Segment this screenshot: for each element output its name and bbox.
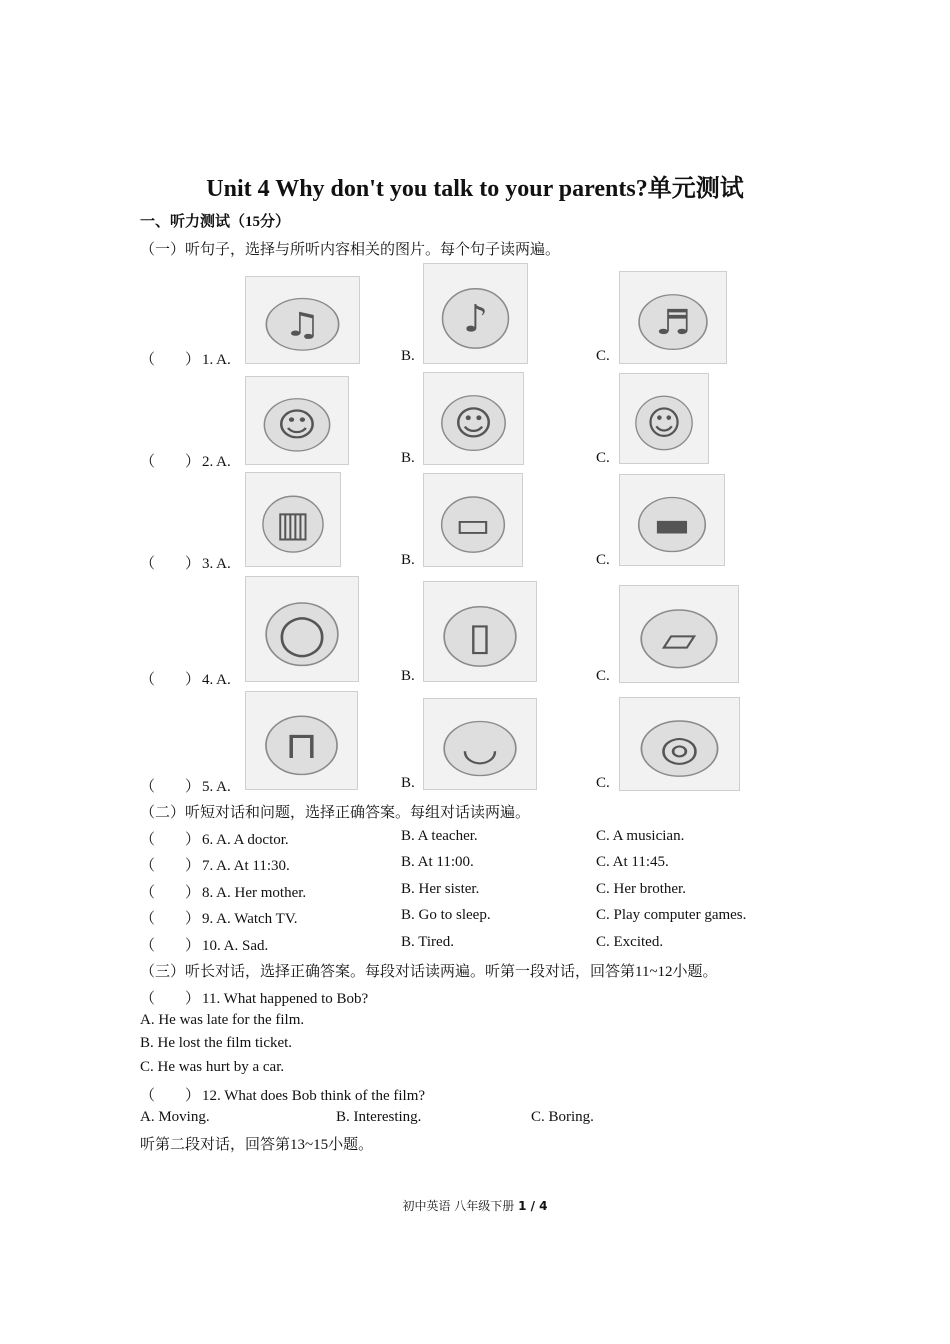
bookcase-icon [245, 472, 341, 567]
wallet-icon [619, 585, 739, 683]
option-c-label: C. [596, 552, 610, 568]
svg-text:◡: ◡ [461, 729, 499, 770]
question-12-text: 12. What does Bob think of the film? [202, 1088, 426, 1104]
piano-player-icon [423, 263, 528, 364]
question-11 [140, 987, 368, 1008]
answer-blank[interactable]: （ ） [140, 1088, 201, 1104]
picture-question-2 [140, 450, 231, 471]
option-c-label: C. [596, 668, 610, 684]
option-b: B. Go to sleep. [401, 907, 491, 923]
ring-icon [245, 576, 359, 682]
option-c: C. At 11:45. [596, 854, 669, 870]
section-heading: 一、听力测试（15分） [140, 214, 291, 230]
answer-blank[interactable]: （ ） [140, 885, 201, 901]
option-b: B. A teacher. [401, 828, 478, 844]
svg-text:▬: ▬ [653, 504, 691, 545]
q11-option-a: A. He was late for the film. [140, 1012, 305, 1028]
option-c: C. Her brother. [596, 881, 686, 897]
answer-blank[interactable]: （ ） [140, 556, 201, 572]
q11-option-c: C. He was hurt by a car. [140, 1059, 285, 1075]
option-b-label: B. [401, 450, 415, 466]
question-11-text: 11. What happened to Bob? [202, 991, 369, 1007]
option-a: 8. A. Her mother. [202, 885, 307, 901]
answer-blank[interactable]: （ ） [140, 454, 201, 470]
svg-text:⊓: ⊓ [285, 724, 318, 768]
page-title: Unit 4 Why don't you talk to your parents?单元测试 [206, 176, 744, 202]
svg-text:♫: ♫ [283, 305, 322, 344]
answer-blank[interactable]: （ ） [140, 858, 201, 874]
picture-question-3 [140, 552, 231, 573]
trumpet-player-icon [619, 271, 727, 364]
boy-at-desk-icon [423, 372, 524, 465]
svg-text:◎: ◎ [659, 727, 700, 770]
q12-option-c: C. Boring. [531, 1109, 594, 1125]
option-a: 7. A. At 11:30. [202, 858, 290, 874]
option-b-label: B. [401, 775, 415, 791]
option-c-label: C. [596, 775, 610, 791]
question-10 [140, 934, 268, 955]
part2-instruction: （二）听短对话和问题，选择正确答案。每组对话读两遍。 [140, 805, 531, 821]
answer-blank[interactable]: （ ） [140, 911, 201, 927]
option-c-label: C. [596, 348, 610, 364]
question-number: 3. A. [202, 556, 231, 572]
second-dialogue-note: 听第二段对话，回答第13~15小题。 [140, 1137, 374, 1153]
q12-option-b: B. Interesting. [336, 1109, 422, 1125]
option-b-label: B. [401, 552, 415, 568]
svg-text:▯: ▯ [468, 615, 492, 659]
sunglasses-icon [619, 697, 740, 791]
svg-text:▱: ▱ [661, 617, 697, 661]
question-number: 5. A. [202, 779, 231, 795]
boy-with-toys-icon [245, 376, 349, 465]
svg-text:▭: ▭ [455, 503, 491, 546]
option-b-label: B. [401, 668, 415, 684]
picture-question-1 [140, 348, 231, 369]
question-number: 4. A. [202, 672, 231, 688]
question-6 [140, 828, 289, 849]
answer-blank[interactable]: （ ） [140, 938, 201, 954]
answer-blank[interactable]: （ ） [140, 672, 201, 688]
option-b-label: B. [401, 348, 415, 364]
option-b: B. Tired. [401, 934, 454, 950]
answer-blank[interactable]: （ ） [140, 991, 201, 1007]
sofa-icon [619, 474, 725, 566]
phone-icon [423, 581, 537, 682]
svg-text:♬: ♬ [654, 301, 692, 343]
question-8 [140, 881, 306, 902]
option-c: C. Excited. [596, 934, 664, 950]
page-number: 1 / 4 [518, 1199, 548, 1213]
shoes-icon [423, 698, 537, 790]
question-number: 2. A. [202, 454, 231, 470]
q12-option-a: A. Moving. [140, 1109, 210, 1125]
answer-blank[interactable]: （ ） [140, 779, 201, 795]
picture-question-4 [140, 668, 231, 689]
option-b: B. At 11:00. [401, 854, 474, 870]
footer-text: 初中英语 八年级下册 [402, 1199, 519, 1213]
svg-text:◯: ◯ [278, 611, 326, 658]
svg-text:☺: ☺ [453, 402, 494, 444]
option-b: B. Her sister. [401, 881, 480, 897]
answer-blank[interactable]: （ ） [140, 352, 201, 368]
shorts-icon [245, 691, 358, 790]
question-number: 1. A. [202, 352, 231, 368]
svg-text:☺: ☺ [646, 403, 682, 443]
picture-question-5 [140, 775, 231, 796]
answer-blank[interactable]: （ ） [140, 832, 201, 848]
option-c-label: C. [596, 450, 610, 466]
svg-text:▥: ▥ [276, 504, 310, 546]
option-a: 6. A. A doctor. [202, 832, 289, 848]
question-7 [140, 854, 290, 875]
boy-with-bag-icon [619, 373, 709, 464]
question-9 [140, 907, 297, 928]
table-icon [423, 473, 523, 567]
svg-text:♪: ♪ [463, 297, 488, 342]
part3-instruction: （三）听长对话，选择正确答案。每段对话读两遍。听第一段对话，回答第11~12小题。 [140, 964, 718, 980]
svg-text:☺: ☺ [276, 406, 318, 445]
option-a: 10. A. Sad. [202, 938, 269, 954]
option-a: 9. A. Watch TV. [202, 911, 298, 927]
question-12 [140, 1084, 425, 1105]
page-footer [0, 1197, 950, 1214]
option-c: C. Play computer games. [596, 907, 747, 923]
q11-option-b: B. He lost the film ticket. [140, 1035, 293, 1051]
violin-player-icon [245, 276, 360, 364]
part1-instruction: （一）听句子，选择与所听内容相关的图片。每个句子读两遍。 [140, 242, 561, 258]
option-c: C. A musician. [596, 828, 685, 844]
